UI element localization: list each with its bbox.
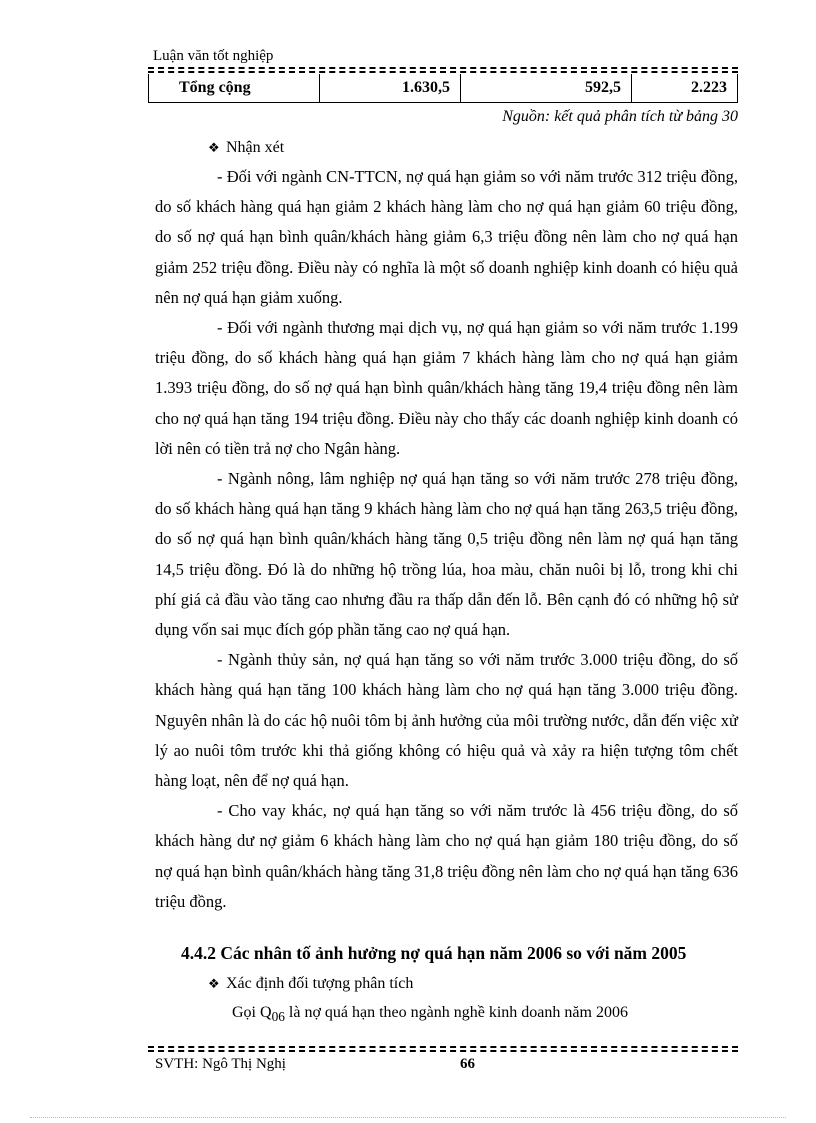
- total-value-cell-1: 1.630,5: [320, 74, 461, 103]
- table-source-note: Nguồn: kết quả phân tích từ bảng 30: [502, 108, 738, 125]
- definition-subscript: 06: [271, 1009, 285, 1025]
- total-value-cell-3: 2.223: [632, 74, 738, 103]
- footer-page-number: 66: [460, 1056, 475, 1072]
- footer-author: SVTH: Ngô Thị Nghị: [155, 1056, 286, 1072]
- remark-heading: [208, 139, 284, 157]
- definition-prefix: Gọi Q: [232, 1004, 272, 1021]
- table-row: [149, 74, 738, 103]
- diamond-bullet-icon: ❖: [208, 976, 220, 991]
- remark-heading-text: Nhận xét: [226, 139, 285, 156]
- paragraph: - Ngành nông, lâm nghiệp nợ quá hạn tăng so với năm trước 278 triệu đồng, do số khách hàng quá hạn tăng 9 khách hàng làm cho nợ quá hạn tăng 263,5 triệu đồng, do số nợ quá hạn bình quân/khách hàng tăng 0,5 triệu đồng nên làm nợ quá hạn tăng 14,5 triệu đồng. Đó là do những hộ trồng lúa, hoa màu, chăn nuôi bị lỗ, trong khi chi phí giá cả đầu vào tăng cao nhưng đầu ra thấp dẫn đến lỗ. Bên cạnh đó có những hộ sử dụng vốn sai mục đích góp phần tăng cao nợ quá hạn.: [155, 469, 738, 640]
- page-edge-line: [30, 1117, 786, 1118]
- paragraph: - Ngành thủy sản, nợ quá hạn tăng so với năm trước 3.000 triệu đồng, do số khách hàng quá hạn tăng 100 khách hàng làm cho nợ quá hạn tăng 3.000 triệu đồng. Nguyên nhân là do các hộ nuôi tôm bị ảnh hưởng của môi trường nước, dẫn đến việc xử lý ao nuôi tôm trước khi thả giống không có hiệu quả và xảy ra hiện tượng tôm chết hàng loạt, nên để nợ quá hạn.: [155, 650, 738, 791]
- footer-double-rule: [148, 1046, 738, 1052]
- body-text: [155, 162, 738, 917]
- definition-line: [232, 1004, 628, 1025]
- total-label-cell: Tổng cộng: [149, 74, 320, 103]
- object-heading-text: Xác định đối tượng phân tích: [226, 975, 414, 992]
- definition-suffix: là nợ quá hạn theo ngành nghề kinh doanh năm 2006: [284, 1004, 628, 1021]
- paragraph: - Đối với ngành CN-TTCN, nợ quá hạn giảm so với năm trước 312 triệu đồng, do số khách hàng quá hạn giảm 2 khách hàng làm cho nợ quá hạn giảm 60 triệu đồng, do số nợ quá hạn bình quân/khách hàng giảm 6,3 triệu đồng nên làm cho nợ quá hạn giảm 252 triệu đồng. Điều này có nghĩa là một số doanh nghiệp kinh doanh có hiệu quả nên nợ quá hạn giảm xuống.: [155, 167, 738, 307]
- diamond-bullet-icon: ❖: [208, 140, 220, 155]
- paragraph: - Đối với ngành thương mại dịch vụ, nợ quá hạn giảm so với năm trước 1.199 triệu đồng, do số khách hàng quá hạn giảm 7 khách hàng làm cho nợ quá hạn giảm 1.393 triệu đồng, do số nợ quá hạn bình quân/khách hàng tăng 19,4 triệu đồng nên làm cho nợ quá hạn tăng 194 triệu đồng. Điều này cho thấy các doanh nghiệp kinh doanh có lời nên có tiền trả nợ cho Ngân hàng.: [155, 318, 738, 458]
- paragraph: - Cho vay khác, nợ quá hạn tăng so với năm trước là 456 triệu đồng, do số khách hàng dư nợ giảm 6 khách hàng làm cho nợ quá hạn giảm 180 triệu đồng, do số nợ quá hạn bình quân/khách hàng tăng 31,8 triệu đồng nên làm cho nợ quá hạn tăng 636 triệu đồng.: [155, 801, 738, 911]
- object-heading: [208, 975, 413, 993]
- section-heading: 4.4.2 Các nhân tố ảnh hưởng nợ quá hạn năm 2006 so với năm 2005: [181, 943, 687, 963]
- total-row-table: [148, 74, 738, 103]
- page-header-title: Luận văn tốt nghiệp: [153, 48, 274, 64]
- header-double-rule: [148, 67, 738, 73]
- total-value-cell-2: 592,5: [461, 74, 632, 103]
